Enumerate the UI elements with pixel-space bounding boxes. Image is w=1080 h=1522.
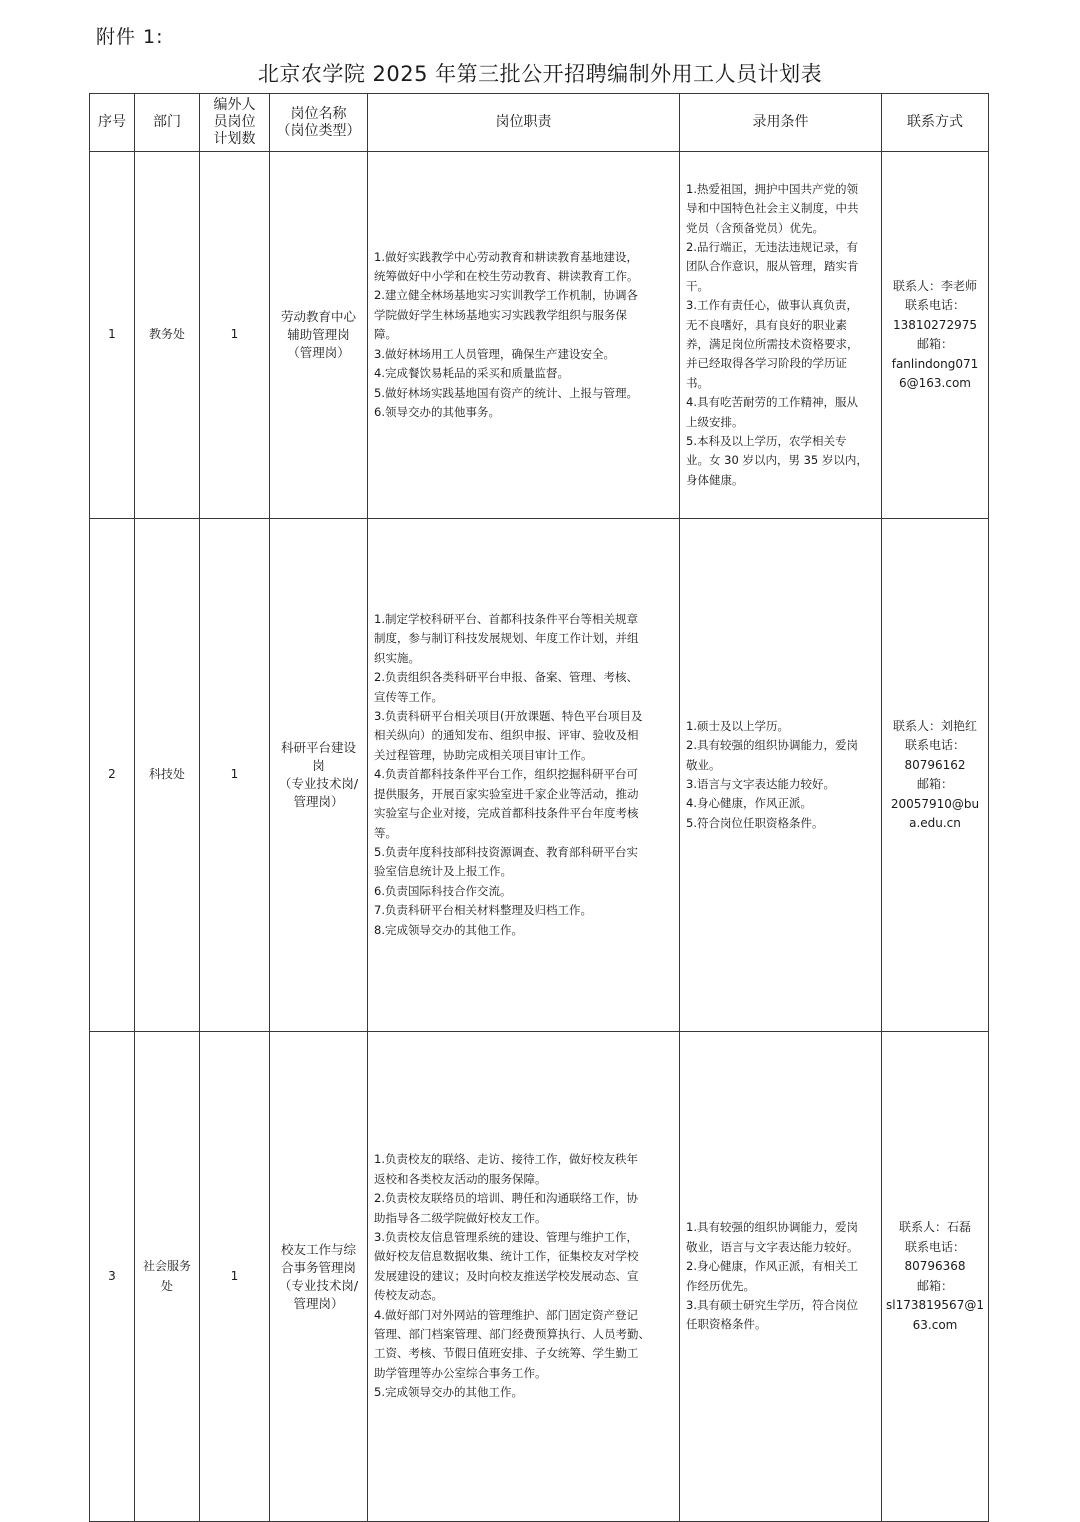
cell-text-line: 8.完成领导交办的其他工作。 xyxy=(374,922,523,937)
row-quota: 1 xyxy=(200,152,270,519)
row-duties xyxy=(368,1032,680,1522)
row-dept: 社会服务处 xyxy=(135,1032,200,1522)
cell-text-line: fanlindong071 xyxy=(891,356,979,371)
cell-text-line: 2.具有较强的组织协调能力，爱岗 xyxy=(686,738,858,753)
header-duties: 岗位职责 xyxy=(368,94,680,152)
cell-text-line: 宣传等工作。 xyxy=(374,689,443,704)
table-row xyxy=(90,152,989,519)
header-row xyxy=(90,94,989,152)
header-dept: 部门 xyxy=(135,94,200,152)
cell-text-line: 养，满足岗位所需技术资格要求， xyxy=(686,337,859,351)
cell-text-line: 联系人：李老师 xyxy=(892,278,977,293)
cell-text-line: 验室信息统计及上报工作。 xyxy=(374,864,512,879)
cell-text-line: 1.硕士及以上学历。 xyxy=(686,718,789,733)
row-contact xyxy=(882,152,989,519)
cell-text-line: 传校友动态。 xyxy=(374,1288,443,1303)
cell-text-line: 1.具有较强的组织协调能力，爱岗 xyxy=(686,1220,858,1235)
cell-text-line: 管理岗） xyxy=(293,1295,344,1311)
cell-text-line: 联系人：石磊 xyxy=(898,1220,971,1234)
cell-text-line: 学院做好学生林场基地实习实践教学组织与服务保 xyxy=(374,307,627,322)
header-position xyxy=(270,94,368,152)
cell-text-line: 科研平台建设 xyxy=(280,740,356,755)
cell-text-line: 相关纵向）的通知发布、组织申报、评审、验收及相 xyxy=(374,728,639,743)
cell-text-line: 敬业。 xyxy=(686,757,721,772)
cell-text-line: 岗位名称 xyxy=(290,105,347,122)
cell-text-line: 导和中国特色社会主义制度，中共 xyxy=(686,201,859,216)
cell-text-line: 编外人 xyxy=(213,97,256,113)
cell-text-line: 4.身心健康，作风正派。 xyxy=(686,796,812,811)
cell-text-line: 联系人：刘艳红 xyxy=(892,718,977,733)
cell-text-line: 返校和各类校友活动的服务保障。 xyxy=(374,1171,547,1186)
row-requirements xyxy=(680,519,882,1032)
cell-text-line: 3.工作有责任心，做事认真负责， xyxy=(686,298,858,313)
table-row xyxy=(90,1032,989,1522)
cell-text-line: 辅助管理岗 xyxy=(287,327,350,342)
cell-text-line: 敬业，语言与文字表达能力较好。 xyxy=(686,1239,859,1254)
row-position xyxy=(270,152,368,519)
cell-text-line: 团队合作意识，服从管理，踏实肯 xyxy=(686,259,859,274)
cell-text-line: 作经历优先。 xyxy=(686,1278,755,1293)
row-duties xyxy=(368,519,680,1032)
cell-text-line: 统筹做好中小学和在校生劳动教育、耕读教育工作。 xyxy=(374,269,639,284)
cell-text-line: 1.负责校友的联络、走访、接待工作，做好校友秩年 xyxy=(374,1152,638,1167)
cell-text-line: 5.完成领导交办的其他工作。 xyxy=(374,1385,523,1400)
cell-text-line: 联系电话： xyxy=(904,738,965,752)
cell-text-line: a.edu.cn xyxy=(909,816,961,830)
row-quota: 1 xyxy=(200,1032,270,1522)
cell-text-line: 提供服务，开展百家实验室进千家企业等活动，推动 xyxy=(374,786,639,801)
cell-text-line: 2.身心健康，作风正派，有相关工 xyxy=(686,1259,858,1274)
cell-text-line: （专业技术岗/ xyxy=(278,1277,359,1293)
cell-text-line: 计划数 xyxy=(213,131,256,147)
cell-text-line: 邮箱： xyxy=(916,337,953,351)
cell-text-line: 1.热爱祖国，拥护中国共产党的领 xyxy=(686,181,858,196)
cell-text-line: 3.负责科研平台相关项目(开放课题、特色平台项目及 xyxy=(374,709,643,724)
cell-text-line: 20057910@bu xyxy=(890,796,980,811)
cell-text-line: 4.负责首都科技条件平台工作，组织挖掘科研平台可 xyxy=(374,767,638,782)
cell-text-line: 2.负责校友联络员的培训、聘任和沟通联络工作，协 xyxy=(374,1191,638,1206)
cell-text-line: 等。 xyxy=(374,825,397,840)
cell-text-line: 干。 xyxy=(686,278,709,293)
cell-text-line: 4.做好部门对外网站的管理维护、部门固定资产登记 xyxy=(374,1307,638,1322)
cell-text-line: 关过程管理，协助完成相关项目审计工作。 xyxy=(374,747,593,762)
cell-text-line: 劳动教育中心 xyxy=(280,309,356,324)
cell-text-line: 6.负责国际科技合作交流。 xyxy=(374,883,512,898)
cell-text-line: 管理、部门档案管理、部门经费预算执行、人员考勤、 xyxy=(374,1327,650,1342)
cell-text-line: 3.做好林场用工人员管理，确保生产建设安全。 xyxy=(374,346,615,361)
cell-text-line: 助学管理等办公室综合事务工作。 xyxy=(374,1365,547,1380)
cell-text-line: 1.做好实践教学中心劳动教育和耕读教育基地建设， xyxy=(374,249,638,264)
cell-text-line: 制度，参与制订科技发展规划、年度工作计划，并组 xyxy=(374,631,639,646)
header-contact: 联系方式 xyxy=(882,94,989,152)
row-seq: 2 xyxy=(90,519,135,1032)
row-contact xyxy=(882,1032,989,1522)
row-requirements xyxy=(680,152,882,519)
row-contact xyxy=(882,519,989,1032)
row-dept: 教务处 xyxy=(135,152,200,519)
cell-text-line: 合事务管理岗 xyxy=(280,1259,356,1275)
cell-text-line: 校友工作与综 xyxy=(280,1241,356,1257)
row-seq: 1 xyxy=(90,152,135,519)
row-requirements xyxy=(680,1032,882,1522)
page-title: 北京农学院 2025 年第三批公开招聘编制外用工人员计划表 xyxy=(257,62,823,86)
cell-text-line: 80796162 xyxy=(904,757,966,772)
cell-text-line: 身体健康。 xyxy=(686,472,744,487)
cell-text-line: 邮箱： xyxy=(916,777,953,791)
row-position xyxy=(270,1032,368,1522)
cell-text-line: 5.负责年度科技部科技资源调查、教育部科研平台实 xyxy=(374,844,638,859)
cell-text-line: 6@163.com xyxy=(899,376,971,390)
cell-text-line: 联系电话： xyxy=(904,1239,965,1254)
cell-text-line: 5.做好林场实践基地国有资产的统计、上报与管理。 xyxy=(374,385,638,400)
row-position xyxy=(270,519,368,1032)
row-quota: 1 xyxy=(200,519,270,1032)
cell-text-line: 2.建立健全林场基地实习实训教学工作机制，协调各 xyxy=(374,288,638,303)
cell-text-line: 2.品行端正，无违法违规记录，有 xyxy=(686,239,858,254)
cell-text-line: 63.com xyxy=(912,1317,958,1332)
cell-text-line: 3.语言与文字表达能力较好。 xyxy=(686,777,835,791)
cell-text-line: （管理岗） xyxy=(287,345,350,360)
cell-text-line: 织实施。 xyxy=(374,650,420,665)
cell-text-line: 5.符合岗位任职资格条件。 xyxy=(686,815,824,830)
row-seq: 3 xyxy=(90,1032,135,1522)
cell-text-line: 3.具有硕士研究生学历，符合岗位 xyxy=(686,1297,858,1312)
cell-text-line: 障。 xyxy=(374,327,397,342)
cell-text-line: 13810272975 xyxy=(893,317,977,332)
cell-text-line: 并已经取得各学习阶段的学历证 xyxy=(686,356,847,371)
recruitment-plan-table xyxy=(89,93,989,1522)
cell-text-line: 做好校友信息数据收集、统计工作，征集校友对学校 xyxy=(374,1249,639,1264)
row-dept: 科技处 xyxy=(135,519,200,1032)
cell-text-line: 80796368 xyxy=(904,1259,966,1273)
cell-text-line: 业。女 30 岁以内，男 35 岁以内， xyxy=(686,453,868,468)
cell-text-line: 工资、考核、节假日值班安排、子女统筹、学生勤工 xyxy=(374,1346,639,1361)
cell-text-line: 2.负责组织各类科研平台申报、备案、管理、考核、 xyxy=(374,670,638,685)
cell-text-line: 7.负责科研平台相关材料整理及归档工作。 xyxy=(374,903,592,918)
cell-text-line: 岗 xyxy=(312,758,325,773)
cell-text-line: 6.领导交办的其他事务。 xyxy=(374,404,500,419)
cell-text-line: sl173819567@1 xyxy=(886,1298,984,1312)
table-row xyxy=(90,519,989,1032)
cell-text-line: 4.完成餐饮易耗品的采买和质量监督。 xyxy=(374,366,569,381)
cell-text-line: 党员（含预备党员）优先。 xyxy=(686,220,824,235)
cell-text-line: 3.负责校友信息管理系统的建设、管理与维护工作， xyxy=(374,1229,638,1244)
cell-text-line: 4.具有吃苦耐劳的工作精神，服从 xyxy=(686,395,858,410)
cell-text-line: 联系电话： xyxy=(904,298,965,312)
cell-text-line: 邮箱： xyxy=(916,1278,953,1293)
cell-text-line: 上级安排。 xyxy=(686,414,744,429)
cell-text-line: （专业技术岗/ xyxy=(278,776,359,791)
header-seq: 序号 xyxy=(90,94,135,152)
cell-text-line: 发展建设的建议；及时向校友推送学校发展动态、宣 xyxy=(374,1268,639,1283)
cell-text-line: 助指导各二级学院做好校友工作。 xyxy=(374,1210,547,1225)
cell-text-line: 书。 xyxy=(686,375,709,390)
attachment-label: 附件 1: xyxy=(96,26,164,48)
cell-text-line: 1.制定学校科研平台、首都科技条件平台等相关规章 xyxy=(374,612,638,627)
cell-text-line: 管理岗） xyxy=(293,794,344,809)
cell-text-line: 任职资格条件。 xyxy=(686,1317,767,1332)
cell-text-line: （岗位类型） xyxy=(276,122,361,139)
cell-text-line: 员岗位 xyxy=(213,114,256,130)
header-requirements: 录用条件 xyxy=(680,94,882,152)
cell-text-line: 实验室与企业对接，完成首都科技条件平台年度考核 xyxy=(374,806,639,821)
cell-text-line: 无不良嗜好，具有良好的职业素 xyxy=(686,317,847,332)
header-quota xyxy=(200,94,270,152)
row-duties xyxy=(368,152,680,519)
cell-text-line: 5.本科及以上学历，农学相关专 xyxy=(686,434,847,449)
